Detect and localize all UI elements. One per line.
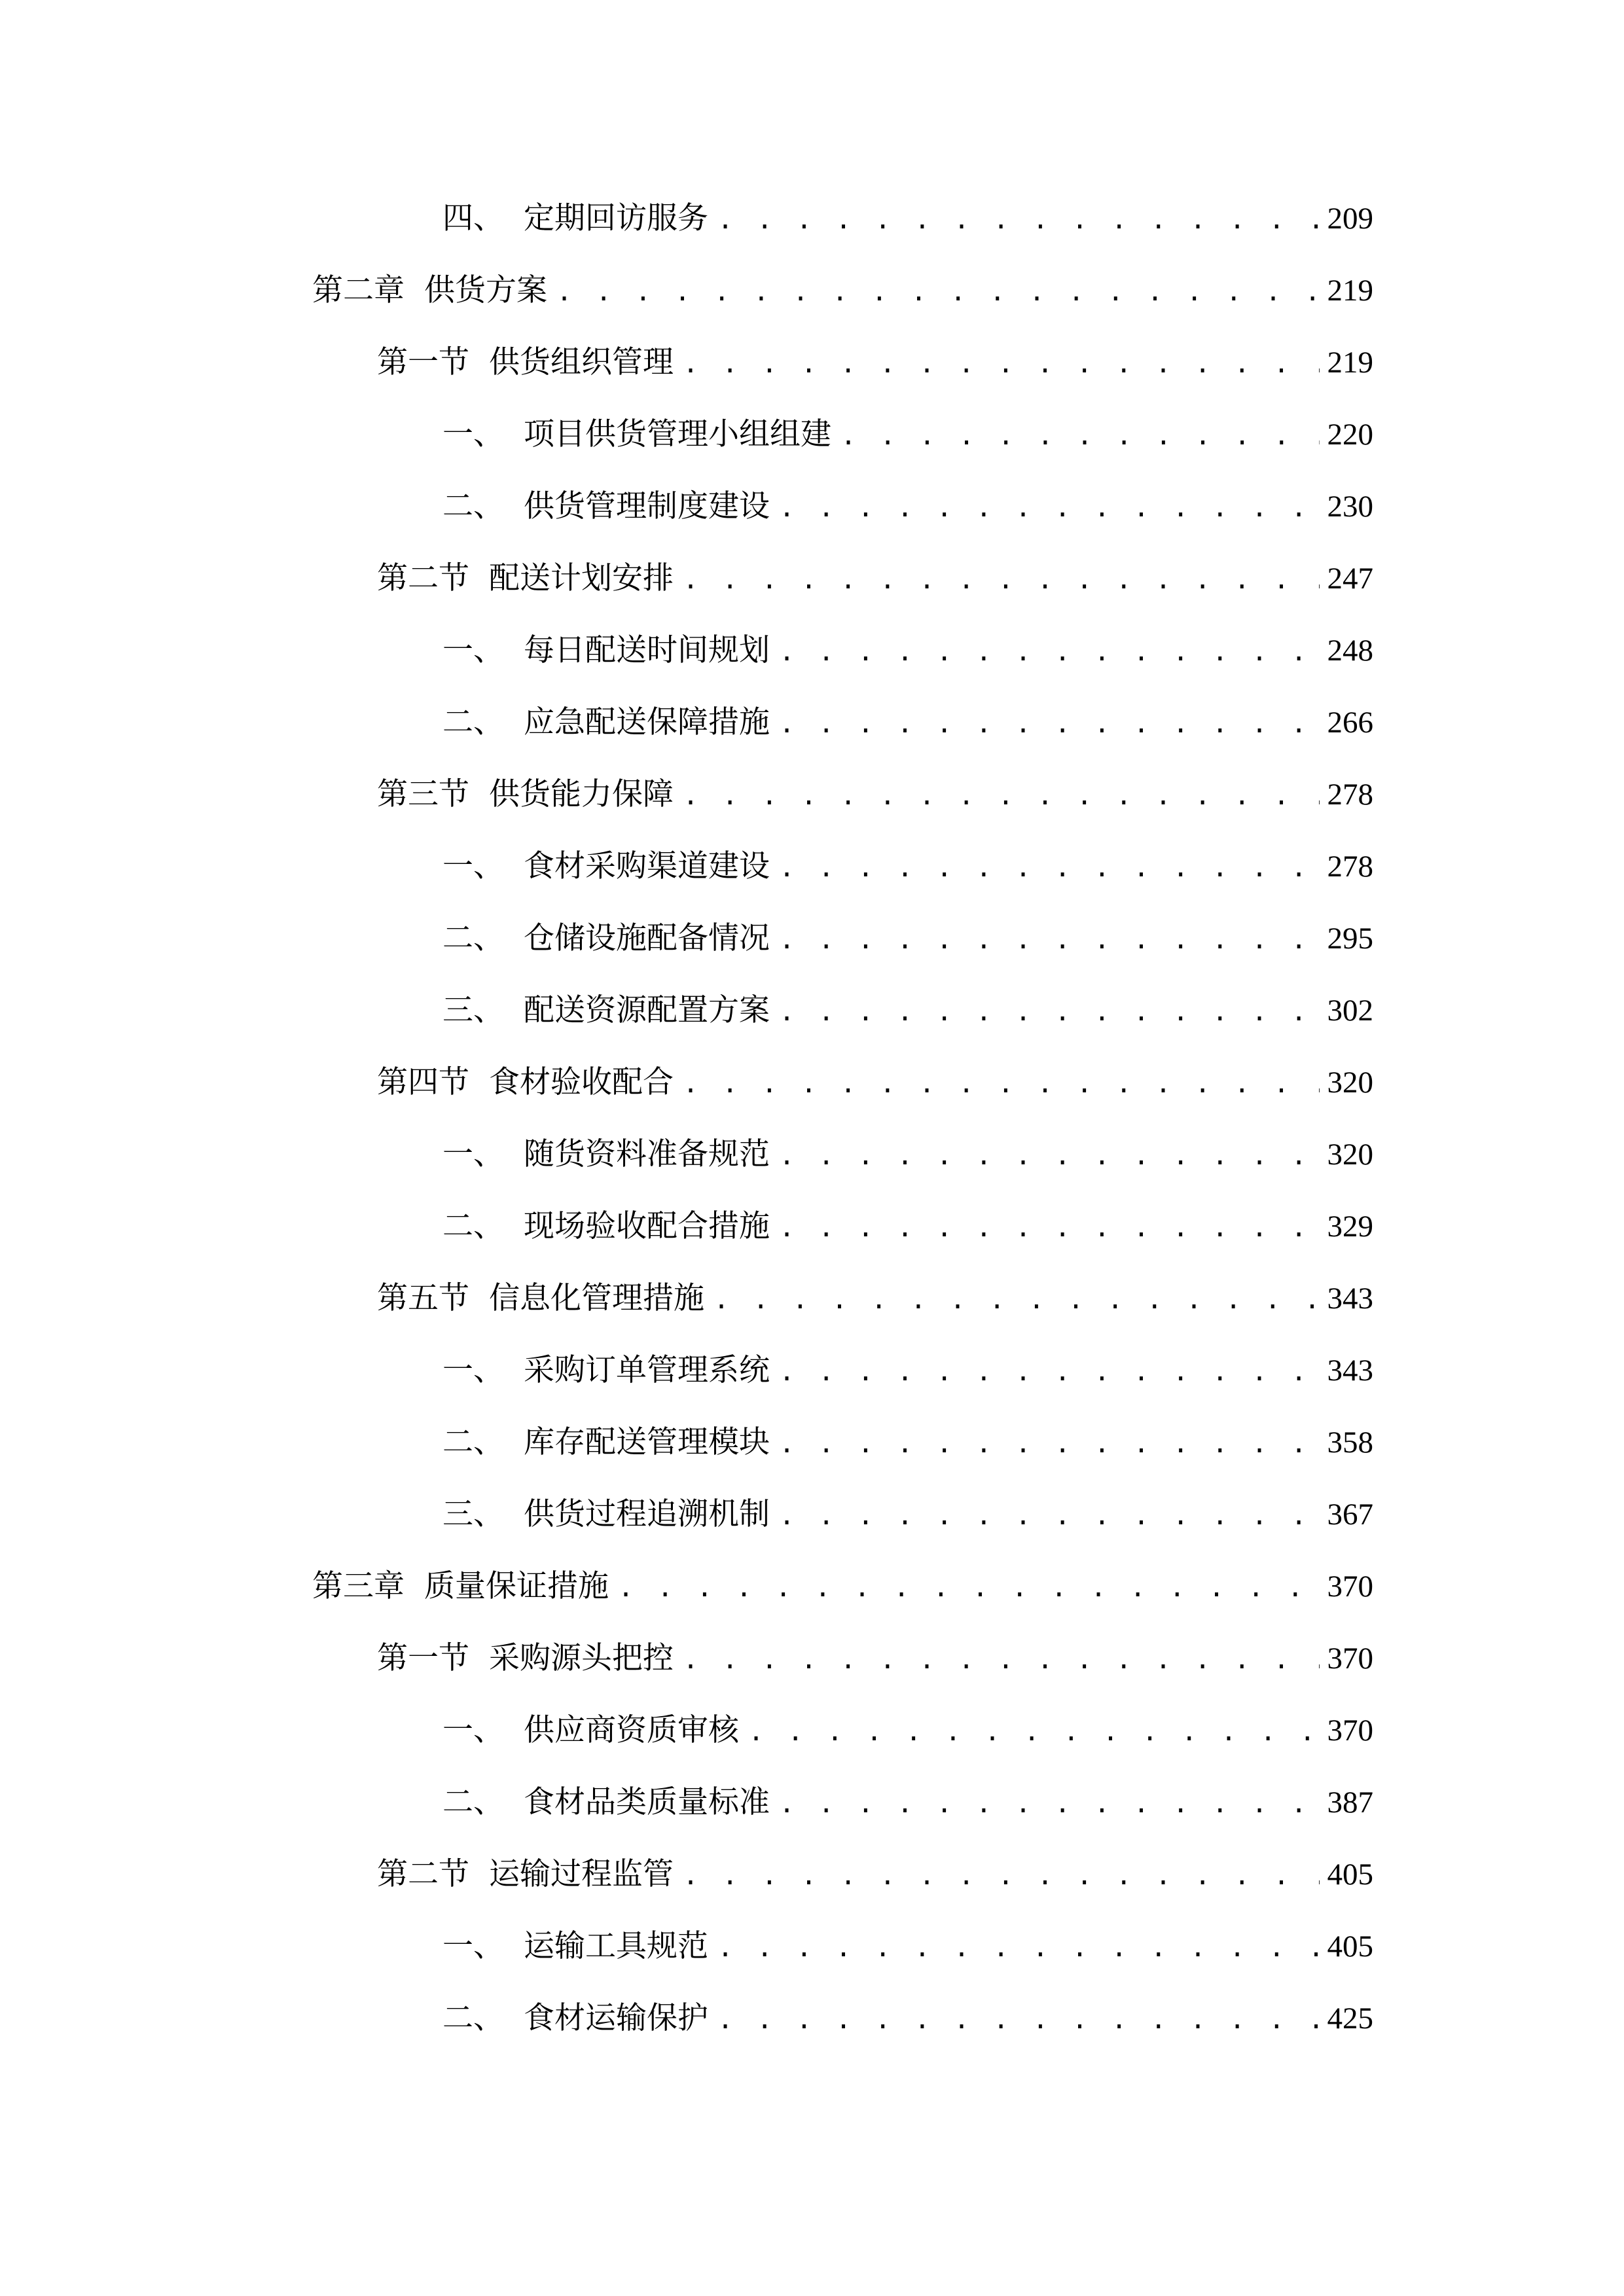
entry-page-number: 320 [1327,1138,1373,1172]
entry-number: 一、 [442,632,504,668]
entry-number: 二、 [442,488,504,524]
dot-leader [779,1778,1320,1830]
toc-entry[interactable] [442,408,1373,461]
entry-page-number: 278 [1327,778,1373,812]
entry-number: 一、 [442,1712,504,1748]
dot-leader [717,1922,1320,1974]
dot-leader [779,626,1320,678]
entry-number: 第三章 [312,1568,405,1604]
toc-entry[interactable] [442,984,1373,1037]
toc-entry[interactable] [442,1704,1373,1757]
entry-title: 配送计划安排 [489,560,674,596]
dot-leader [713,1274,1320,1326]
entry-number: 第三节 [377,776,469,812]
toc-entry[interactable] [377,1056,1373,1109]
toc-entry[interactable] [442,1488,1373,1541]
dot-leader [779,1202,1320,1254]
dot-leader [556,266,1320,318]
entry-number: 三、 [442,1496,504,1532]
entry-title: 仓储设施配备情况 [524,920,770,956]
dot-leader [779,482,1320,534]
entry-page-number: 247 [1327,562,1373,596]
entry-title: 库存配送管理模块 [524,1424,770,1460]
entry-number: 一、 [442,1928,504,1964]
dot-leader [683,338,1320,390]
toc-entry[interactable] [442,840,1373,893]
entry-page-number: 358 [1327,1426,1373,1460]
entry-number: 一、 [442,848,504,884]
dot-leader [618,1562,1320,1614]
entry-number: 第五节 [377,1280,469,1316]
entry-page-number: 320 [1327,1066,1373,1100]
entry-page-number: 329 [1327,1210,1373,1244]
toc-entry[interactable] [442,624,1373,677]
toc-entry[interactable] [312,1560,1373,1613]
entry-number: 二、 [442,920,504,956]
entry-page-number: 343 [1327,1354,1373,1388]
entry-title: 供货管理制度建设 [524,488,770,524]
dot-leader [779,1490,1320,1542]
entry-title: 供货过程追溯机制 [524,1496,770,1532]
toc-entry[interactable] [442,1200,1373,1253]
entry-title: 食材品类质量标准 [524,1784,770,1820]
toc-entry[interactable] [442,1128,1373,1181]
entry-number: 二、 [442,1208,504,1244]
entry-title: 每日配送时间规划 [524,632,770,668]
entry-number: 一、 [442,1352,504,1388]
toc-entry[interactable] [312,264,1373,317]
entry-title: 供货能力保障 [489,776,674,812]
entry-page-number: 248 [1327,634,1373,668]
entry-title: 食材验收配合 [489,1064,674,1100]
entry-title: 现场验收配合措施 [524,1208,770,1244]
toc-entry[interactable] [442,192,1373,245]
toc-entry[interactable] [377,768,1373,821]
entry-title: 食材运输保护 [524,2000,708,2036]
entry-title: 信息化管理措施 [489,1280,704,1316]
entry-page-number: 302 [1327,994,1373,1028]
dot-leader [779,1346,1320,1398]
toc-entry[interactable] [442,1344,1373,1397]
entry-number: 第二节 [377,560,469,596]
dot-leader [748,1706,1320,1758]
toc-entry[interactable] [377,552,1373,605]
entry-number: 一、 [442,1136,504,1172]
entry-title: 食材采购渠道建设 [524,848,770,884]
dot-leader [683,1634,1320,1686]
entry-title: 应急配送保障措施 [524,704,770,740]
entry-title: 供货组织管理 [489,344,674,380]
entry-page-number: 220 [1327,418,1373,452]
entry-title: 项目供货管理小组组建 [524,416,831,452]
dot-leader [717,194,1320,246]
dot-leader [683,1058,1320,1110]
entry-number: 第二章 [312,272,405,308]
entry-title: 定期回访服务 [524,200,708,236]
dot-leader [683,770,1320,822]
entry-page-number: 367 [1327,1498,1373,1532]
entry-page-number: 278 [1327,850,1373,884]
entry-number: 二、 [442,1424,504,1460]
entry-title: 采购源头把控 [489,1640,674,1676]
toc-entry[interactable] [442,912,1373,965]
entry-page-number: 266 [1327,706,1373,740]
entry-page-number: 387 [1327,1785,1373,1820]
entry-page-number: 230 [1327,490,1373,524]
toc-entry[interactable] [442,480,1373,533]
entry-number: 四、 [442,200,504,236]
entry-page-number: 405 [1327,1857,1373,1892]
entry-number: 一、 [442,416,504,452]
toc-entry[interactable] [377,1632,1373,1685]
entry-number: 第一节 [377,1640,469,1676]
dot-leader [840,410,1320,462]
entry-page-number: 209 [1327,202,1373,236]
entry-page-number: 295 [1327,922,1373,956]
toc-entry[interactable] [377,1272,1373,1325]
toc-entry[interactable] [377,1848,1373,1901]
entry-page-number: 370 [1327,1641,1373,1676]
entry-page-number: 219 [1327,274,1373,308]
dot-leader [779,842,1320,894]
entry-number: 第一节 [377,344,469,380]
dot-leader [683,1850,1320,1902]
entry-page-number: 343 [1327,1282,1373,1316]
toc-entry[interactable] [442,1992,1373,2045]
toc-entry[interactable] [442,696,1373,749]
toc-entry[interactable] [442,1920,1373,1973]
entry-title: 随货资料准备规范 [524,1136,770,1172]
entry-title: 质量保证措施 [424,1568,609,1604]
dot-leader [717,1994,1320,2046]
entry-title: 供货方案 [424,272,547,308]
dot-leader [683,554,1320,606]
entry-number: 二、 [442,1784,504,1820]
entry-page-number: 219 [1327,346,1373,380]
dot-leader [779,986,1320,1038]
entry-page-number: 425 [1327,2001,1373,2036]
toc-entry[interactable] [442,1416,1373,1469]
entry-page-number: 405 [1327,1929,1373,1964]
entry-title: 运输工具规范 [524,1928,708,1964]
toc-entry[interactable] [442,1776,1373,1829]
entry-title: 供应商资质审核 [524,1712,739,1748]
entry-title: 配送资源配置方案 [524,992,770,1028]
entry-number: 第四节 [377,1064,469,1100]
dot-leader [779,914,1320,966]
entry-number: 第二节 [377,1856,469,1892]
entry-title: 采购订单管理系统 [524,1352,770,1388]
entry-number: 二、 [442,704,504,740]
dot-leader [779,1418,1320,1470]
entry-page-number: 370 [1327,1570,1373,1604]
toc-entry[interactable] [377,336,1373,389]
entry-title: 运输过程监管 [489,1856,674,1892]
entry-page-number: 370 [1327,1713,1373,1748]
entry-number: 三、 [442,992,504,1028]
dot-leader [779,698,1320,750]
dot-leader [779,1130,1320,1182]
entry-number: 二、 [442,2000,504,2036]
